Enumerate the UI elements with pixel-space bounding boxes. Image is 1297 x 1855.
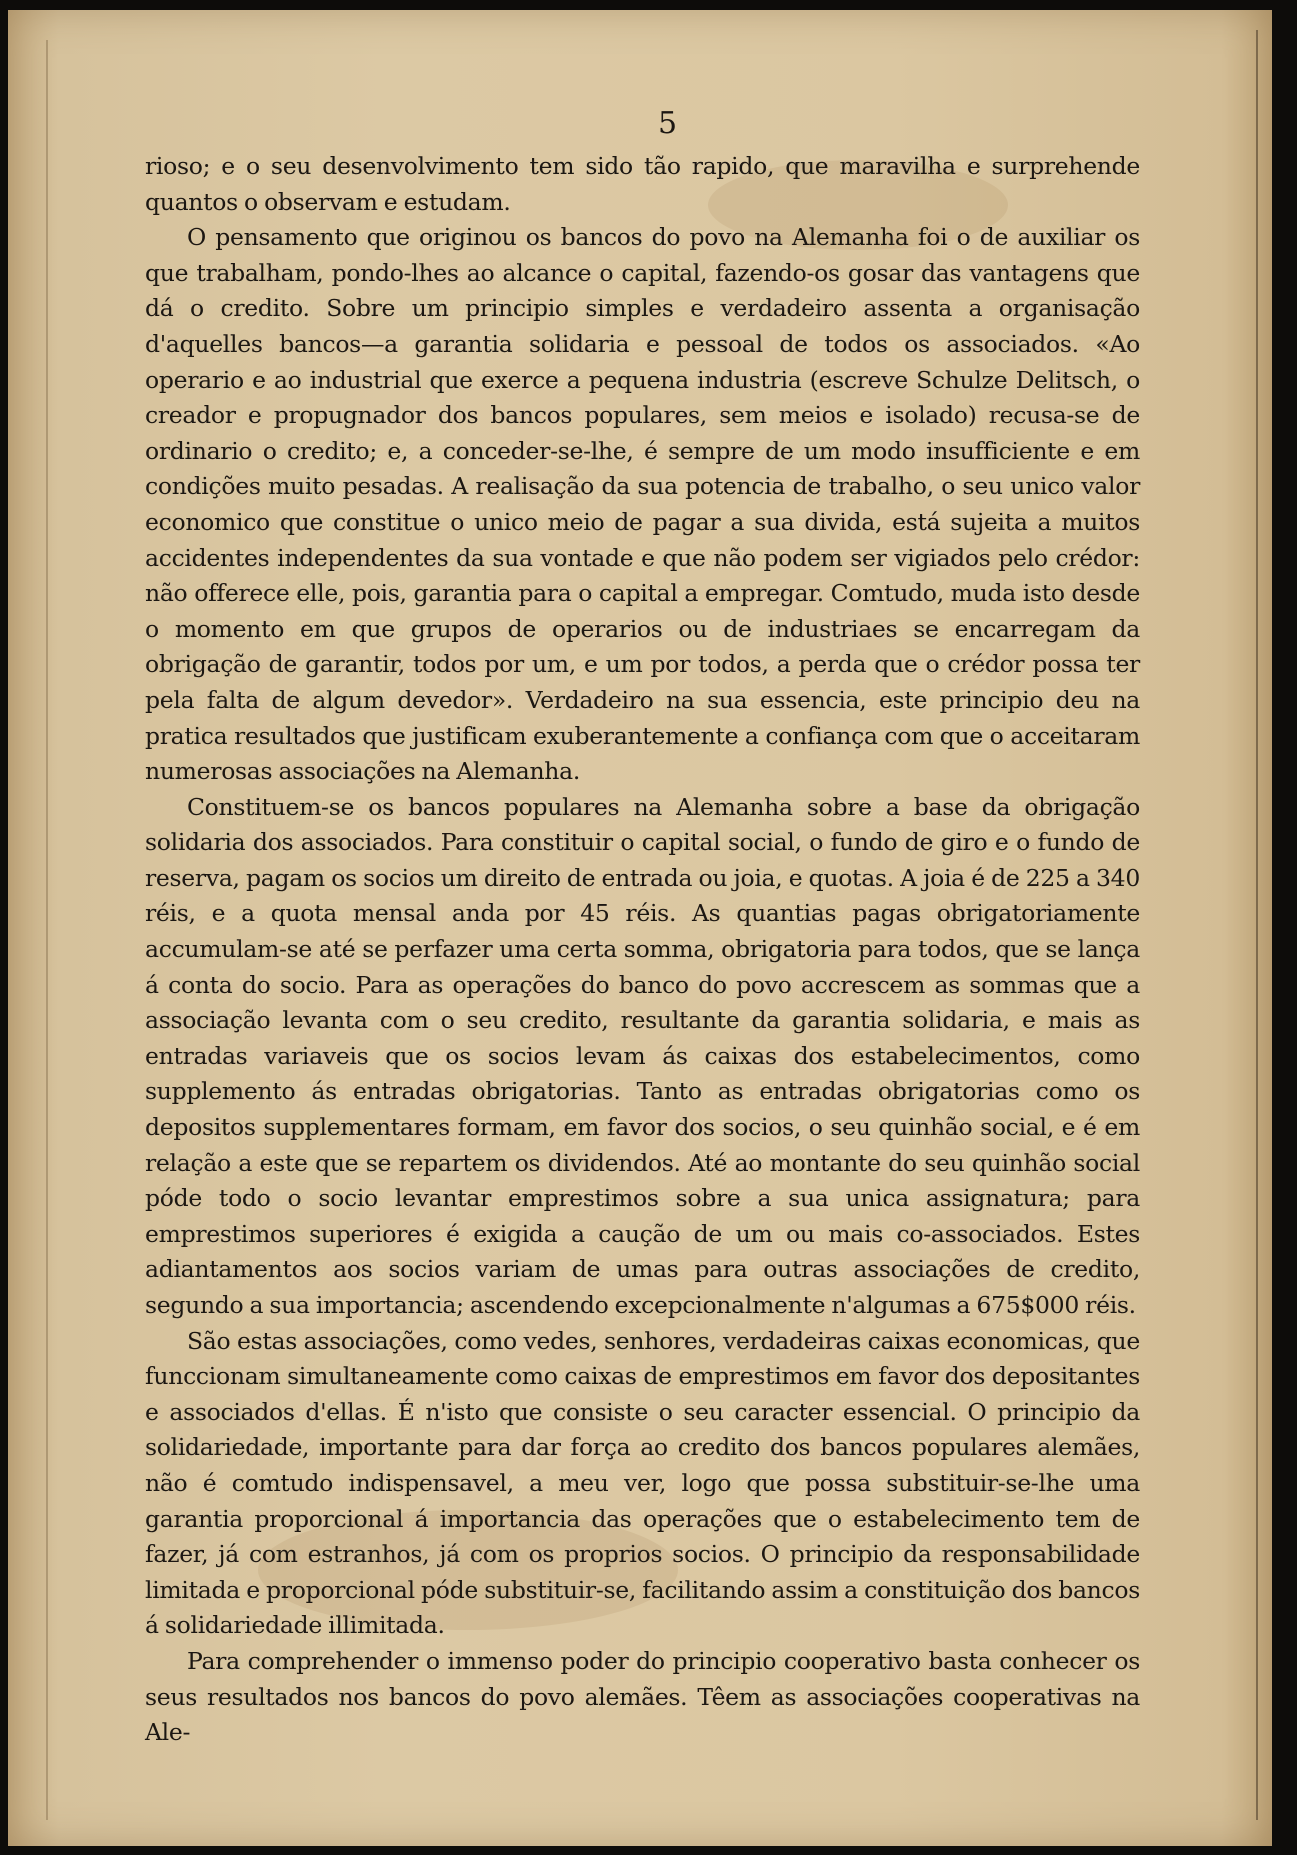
paragraph-4: São estas associações, como vedes, senhores, verdadeiras caixas economicas, que funccionam simultaneamente como caixas de emprestimos em favor dos depositantes e associados d'ellas. É n'isto que consiste o seu caracter essencial. O principio da solidariedade, importante para dar força ao credito dos bancos populares alemães, não é comtudo indispensavel, a meu ver, logo que possa substituir-se-lhe uma garantia proporcional á importancia das operações que o estabelecimento tem de fazer, já com estranhos, já com os proprios socios. O principio da responsabilidade limitada e proporcional póde substituir-se, facilitando assim a constituição dos bancos á solidariedade illimitada. — [145, 1326, 1140, 1640]
page-number: 5 — [657, 106, 678, 141]
paragraph-5: Para comprehender o immenso poder do principio cooperativo basta conhecer os seus resultados nos bancos do povo alemães. Têem as associações cooperativas na Ale- — [145, 1646, 1140, 1747]
page-fold-shadow — [46, 40, 48, 1820]
paragraph-2: O pensamento que originou os bancos do povo na Alemanha foi o de auxiliar os que trabalham, pondo-lhes ao alcance o capital, fazendo-os gosar das vantagens que dá o credito. Sobre um principio simples e verdadeiro assenta a organisação d'aquelles bancos—a garantia solidaria e pessoal de todos os associados. «Ao operario e ao industrial que exerce a pequena industria (escreve Schulze Delitsch, o creador e propugnador dos bancos populares, sem meios e isolado) recusa-se de ordinario o credito; e, a conceder-se-lhe, é sempre de um modo insufficiente e em condições muito pesadas. A realisação da sua potencia de trabalho, o seu unico valor economico que constitue o unico meio de pagar a sua divida, está sujeita a muitos accidentes independentes da sua vontade e que não podem ser vigiados pelo crédor: não offerece elle, pois, garantia para o capital a empregar. Comtudo, muda isto desde o momento em que grupos de operarios ou de industriaes se encarregam da obrigação de garantir, todos por um, e um por todos, a perda que o crédor possa ter pela falta de algum devedor». Verdadeiro na sua essencia, este principio deu na pratica resultados que justificam exuberantemente a confiança com que o acceitaram numerosas associações na Alemanha. — [145, 223, 1140, 786]
body-text — [145, 149, 1140, 1751]
page-content — [145, 105, 1140, 1751]
paragraph-1: rioso; e o seu desenvolvimento tem sido tão rapido, que maravilha e surprehende quantos o observam e estudam. — [145, 152, 1140, 216]
page-edge — [1256, 30, 1258, 1820]
paragraph-3: Constituem-se os bancos populares na Alemanha sobre a base da obrigação solidaria dos associados. Para constituir o capital social, o fundo de giro e o fundo de reserva, pagam os socios um direito de entrada ou joia, e quotas. A joia é de 225 a 340 réis, e a quota mensal anda por 45 réis. As quantias pagas obrigatoriamente accumulam-se até se perfazer uma certa somma, obrigatoria para todos, que se lança á conta do socio. Para as operações do banco do povo accrescem as sommas que a associação levanta com o seu credito, resultante da garantia solidaria, e mais as entradas variaveis que os socios levam ás caixas dos estabelecimentos, como supplemento ás entradas obrigatorias. Tanto as entradas obrigatorias como os depositos supplementares formam, em favor dos socios, o seu quinhão social, e é em relação a este que se repartem os dividendos. Até ao montante do seu quinhão social póde todo o socio levantar emprestimos sobre a sua unica assignatura; para emprestimos superiores é exigida a caução de um ou mais co-associados. Estes adiantamentos aos socios variam de umas para outras associações de credito, segundo a sua importancia; ascendendo excepcionalmente n'algumas a 675$000 réis. — [145, 792, 1140, 1319]
